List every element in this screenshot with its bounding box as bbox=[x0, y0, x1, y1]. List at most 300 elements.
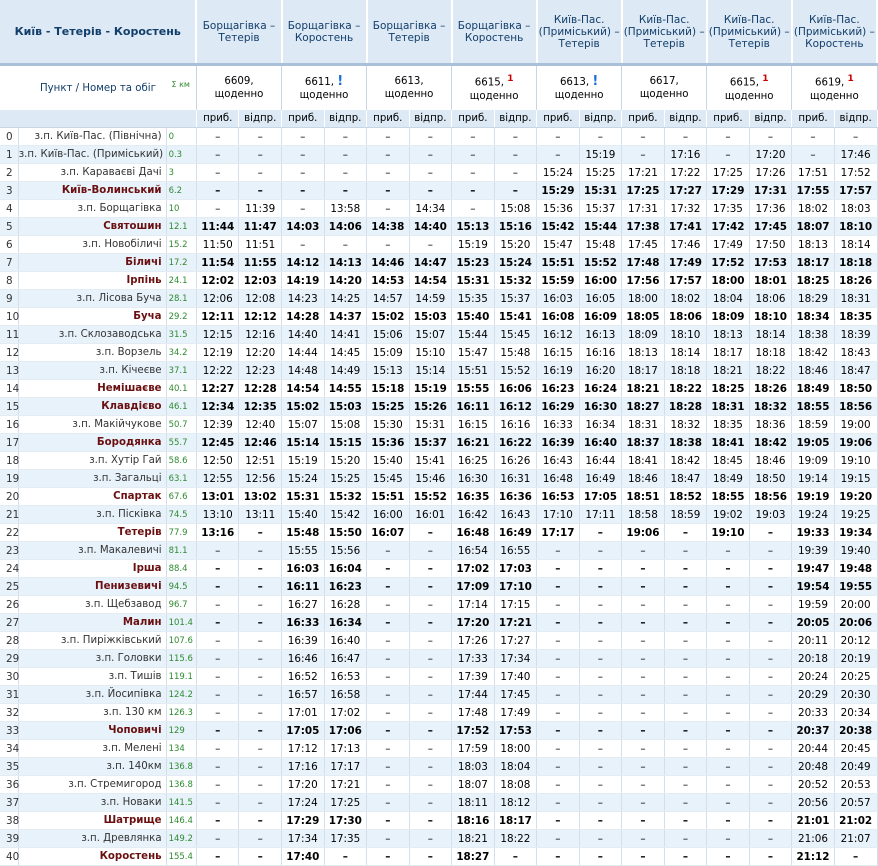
arrival-time: 12:45 bbox=[196, 434, 239, 452]
departure-time: 12:46 bbox=[239, 434, 282, 452]
station-km: 24.1 bbox=[166, 272, 196, 290]
departure-time: 16:22 bbox=[494, 434, 537, 452]
arrival-time: 15:55 bbox=[282, 542, 325, 560]
row-number: 8 bbox=[0, 272, 18, 290]
departure-time: 18:42 bbox=[664, 452, 707, 470]
train-destination-header[interactable]: Борщагівка – Коростень bbox=[282, 0, 367, 65]
arrival-time: 12:55 bbox=[196, 470, 239, 488]
arrival-time: 15:24 bbox=[282, 470, 325, 488]
station-name[interactable]: Пенизевичі bbox=[18, 578, 166, 596]
train-number[interactable]: 6609, bbox=[224, 76, 254, 87]
footnote-mark[interactable]: 1 bbox=[847, 74, 854, 85]
departure-time: 18:56 bbox=[834, 398, 877, 416]
departure-column-header: відпр. bbox=[494, 110, 537, 128]
departure-time: 18:22 bbox=[749, 362, 792, 380]
departure-time: – bbox=[324, 182, 367, 200]
arrival-time: 20:11 bbox=[792, 632, 835, 650]
departure-time: – bbox=[664, 578, 707, 596]
train-days: щоденно bbox=[810, 90, 859, 102]
row-number: 18 bbox=[0, 452, 18, 470]
arrival-time: – bbox=[537, 578, 580, 596]
arrival-time: – bbox=[537, 596, 580, 614]
arrival-time: 19:39 bbox=[792, 542, 835, 560]
row-number: 40 bbox=[0, 848, 18, 866]
station-name[interactable]: Спартак bbox=[18, 488, 166, 506]
train-destination-header[interactable]: Борщагівка – Коростень bbox=[452, 0, 537, 65]
arrival-time: – bbox=[537, 758, 580, 776]
station-name[interactable]: Біличі bbox=[18, 254, 166, 272]
departure-time: – bbox=[664, 848, 707, 866]
departure-time: 18:46 bbox=[749, 452, 792, 470]
arrival-time: – bbox=[452, 182, 495, 200]
departure-time: – bbox=[239, 812, 282, 830]
departure-time: 17:36 bbox=[749, 200, 792, 218]
arrival-time: 18:55 bbox=[707, 488, 750, 506]
departure-time: 12:28 bbox=[239, 380, 282, 398]
arrival-time: 17:33 bbox=[452, 650, 495, 668]
station-name[interactable]: Ірпінь bbox=[18, 272, 166, 290]
arrival-time: – bbox=[707, 632, 750, 650]
arrival-column-header: приб. bbox=[452, 110, 495, 128]
train-days: щоденно bbox=[299, 89, 349, 101]
warning-icon[interactable]: ! bbox=[337, 73, 344, 89]
arrival-time: 18:31 bbox=[707, 398, 750, 416]
departure-time: 12:35 bbox=[239, 398, 282, 416]
arrival-time: 14:46 bbox=[367, 254, 410, 272]
departure-time: – bbox=[749, 704, 792, 722]
arrival-time: 15:51 bbox=[452, 362, 495, 380]
station-name[interactable]: Святошин bbox=[18, 218, 166, 236]
departure-time: – bbox=[409, 830, 452, 848]
departure-time: 15:48 bbox=[579, 236, 622, 254]
station-name[interactable]: з.п. Караваєві Дачі bbox=[18, 164, 166, 182]
train-number-cell[interactable] bbox=[196, 65, 281, 111]
departure-time: 17:17 bbox=[324, 758, 367, 776]
train-destination-header[interactable]: Київ-Пас. (Приміський) – Тетерів bbox=[622, 0, 707, 65]
station-km: 17.2 bbox=[166, 254, 196, 272]
station-name[interactable]: з.п. Стремигород bbox=[18, 776, 166, 794]
arrival-time: 16:46 bbox=[282, 650, 325, 668]
arrival-time: 14:03 bbox=[282, 218, 325, 236]
departure-time: 17:15 bbox=[494, 596, 537, 614]
departure-time: – bbox=[239, 146, 282, 164]
departure-time: – bbox=[239, 164, 282, 182]
departure-time: 19:48 bbox=[834, 560, 877, 578]
station-row bbox=[0, 524, 877, 542]
train-number-cell[interactable] bbox=[537, 65, 622, 111]
train-number[interactable]: 6615, bbox=[729, 77, 760, 89]
arrival-time: – bbox=[537, 794, 580, 812]
train-destination-header[interactable]: Борщагівка – Тетерів bbox=[367, 0, 452, 65]
station-km: 31.5 bbox=[166, 326, 196, 344]
station-name[interactable]: з.п. Новобіличі bbox=[18, 236, 166, 254]
train-number-cell[interactable] bbox=[792, 65, 877, 111]
station-row bbox=[0, 362, 877, 380]
station-row bbox=[0, 596, 877, 614]
arrival-time: – bbox=[622, 830, 665, 848]
departure-time: 19:06 bbox=[834, 434, 877, 452]
row-number: 1 bbox=[0, 146, 18, 164]
departure-time: – bbox=[579, 722, 622, 740]
arrival-time: 18:41 bbox=[622, 452, 665, 470]
row-number: 2 bbox=[0, 164, 18, 182]
departure-time: 13:11 bbox=[239, 506, 282, 524]
arrival-time: 18:49 bbox=[707, 470, 750, 488]
departure-time: 17:22 bbox=[664, 164, 707, 182]
arrival-time: 18:00 bbox=[622, 290, 665, 308]
departure-time: 18:38 bbox=[664, 434, 707, 452]
departure-time: 16:31 bbox=[494, 470, 537, 488]
arrival-time: – bbox=[196, 794, 239, 812]
arrival-time: – bbox=[196, 812, 239, 830]
footnote-mark[interactable]: 1 bbox=[507, 74, 514, 85]
station-name[interactable]: з.п. Йосипівка bbox=[18, 686, 166, 704]
departure-time: 11:55 bbox=[239, 254, 282, 272]
arrival-time: 15:24 bbox=[537, 164, 580, 182]
station-name[interactable]: з.п. Лісова Буча bbox=[18, 290, 166, 308]
departure-time: – bbox=[749, 830, 792, 848]
arrival-time: 15:07 bbox=[282, 416, 325, 434]
station-name[interactable]: з.п. Новаки bbox=[18, 794, 166, 812]
arrival-time: 16:25 bbox=[452, 452, 495, 470]
station-name[interactable]: Шатрище bbox=[18, 812, 166, 830]
departure-time: 17:53 bbox=[749, 254, 792, 272]
row-number: 17 bbox=[0, 434, 18, 452]
departure-column-header: відпр. bbox=[409, 110, 452, 128]
departure-time: 16:12 bbox=[494, 398, 537, 416]
arrival-time: 18:49 bbox=[792, 380, 835, 398]
arrival-time: 11:44 bbox=[196, 218, 239, 236]
departure-time: 20:38 bbox=[834, 722, 877, 740]
departure-time: – bbox=[239, 740, 282, 758]
arrival-time: 16:27 bbox=[282, 596, 325, 614]
departure-time: – bbox=[579, 848, 622, 866]
departure-time: – bbox=[239, 578, 282, 596]
station-name[interactable]: Малин bbox=[18, 614, 166, 632]
train-destination-header[interactable]: Київ-Пас. (Приміський) – Коростень bbox=[792, 0, 877, 65]
train-number[interactable]: 6615, bbox=[474, 77, 504, 89]
arrival-time: – bbox=[367, 614, 410, 632]
station-name[interactable]: з.п. Київ-Пас. (Приміський) bbox=[18, 146, 166, 164]
train-number[interactable]: 6613, bbox=[559, 76, 590, 88]
departure-time: – bbox=[664, 722, 707, 740]
departure-time: 15:32 bbox=[324, 488, 367, 506]
departure-time: – bbox=[409, 614, 452, 632]
arrival-time: – bbox=[537, 722, 580, 740]
arrival-time: 12:39 bbox=[196, 416, 239, 434]
departure-time: – bbox=[239, 614, 282, 632]
station-name[interactable]: з.п. Пісківка bbox=[18, 506, 166, 524]
station-name[interactable]: з.п. Пиріжківський bbox=[18, 632, 166, 650]
arrival-time: – bbox=[622, 722, 665, 740]
station-row bbox=[0, 488, 877, 506]
station-name[interactable]: з.п. Макалевичі bbox=[18, 542, 166, 560]
departure-time: 18:42 bbox=[749, 434, 792, 452]
arrival-time: 18:09 bbox=[622, 326, 665, 344]
arrival-time: 16:54 bbox=[452, 542, 495, 560]
arrival-time: 16:30 bbox=[452, 470, 495, 488]
arrival-time: – bbox=[537, 812, 580, 830]
departure-time: 17:45 bbox=[494, 686, 537, 704]
station-km: 88.4 bbox=[166, 560, 196, 578]
departure-time: – bbox=[579, 524, 622, 542]
train-number-cell[interactable] bbox=[282, 65, 367, 111]
station-name[interactable]: з.п. Макійчукове bbox=[18, 416, 166, 434]
arrival-time: – bbox=[537, 830, 580, 848]
arrival-time: 15:44 bbox=[452, 326, 495, 344]
station-name[interactable]: Буча bbox=[18, 308, 166, 326]
station-name[interactable]: з.п. 140км bbox=[18, 758, 166, 776]
station-km: 37.1 bbox=[166, 362, 196, 380]
train-destination-header[interactable]: Київ-Пас. (Приміський) – Тетерів bbox=[537, 0, 622, 65]
departure-time: – bbox=[409, 686, 452, 704]
station-km: 34.2 bbox=[166, 344, 196, 362]
departure-time: 17:06 bbox=[324, 722, 367, 740]
station-name[interactable]: Ірша bbox=[18, 560, 166, 578]
arrival-time: 15:51 bbox=[367, 488, 410, 506]
departure-time: 18:03 bbox=[834, 200, 877, 218]
departure-time: 15:19 bbox=[409, 380, 452, 398]
departure-time: 15:25 bbox=[579, 164, 622, 182]
station-name[interactable]: з.п. Щебзавод bbox=[18, 596, 166, 614]
row-number: 36 bbox=[0, 776, 18, 794]
arrival-time: 17:42 bbox=[707, 218, 750, 236]
departure-time: 19:03 bbox=[749, 506, 792, 524]
departure-time: – bbox=[324, 236, 367, 254]
arrival-time: – bbox=[367, 758, 410, 776]
departure-time: 19:40 bbox=[834, 542, 877, 560]
row-number: 4 bbox=[0, 200, 18, 218]
departure-column-header: відпр. bbox=[749, 110, 792, 128]
train-number[interactable]: 6613, bbox=[394, 76, 424, 87]
arrival-time: – bbox=[622, 128, 665, 146]
footnote-mark[interactable]: 1 bbox=[762, 74, 769, 85]
arrival-time: – bbox=[367, 578, 410, 596]
arrival-time: – bbox=[537, 650, 580, 668]
train-number-cell[interactable] bbox=[367, 65, 452, 111]
arrival-time: – bbox=[707, 596, 750, 614]
station-name[interactable]: з.п. Склозаводська bbox=[18, 326, 166, 344]
arrival-time: – bbox=[196, 686, 239, 704]
arrival-time: 12:11 bbox=[196, 308, 239, 326]
arrival-time: 15:14 bbox=[282, 434, 325, 452]
row-number: 12 bbox=[0, 344, 18, 362]
train-number-cell[interactable] bbox=[622, 65, 707, 111]
arrival-time: 16:12 bbox=[537, 326, 580, 344]
row-number: 6 bbox=[0, 236, 18, 254]
arrival-time: – bbox=[196, 758, 239, 776]
station-row bbox=[0, 380, 877, 398]
station-name[interactable]: Коростень bbox=[18, 848, 166, 866]
arrival-time: – bbox=[367, 722, 410, 740]
train-destination-header[interactable]: Київ-Пас. (Приміський) – Тетерів bbox=[707, 0, 792, 65]
departure-time: 16:49 bbox=[494, 524, 537, 542]
departure-time: – bbox=[579, 560, 622, 578]
station-name[interactable]: з.п. Тишів bbox=[18, 668, 166, 686]
station-name[interactable]: Київ-Волинський bbox=[18, 182, 166, 200]
station-name[interactable]: з.п. Кічеєве bbox=[18, 362, 166, 380]
arrival-time: 15:40 bbox=[452, 308, 495, 326]
station-name[interactable]: з.п. Загальці bbox=[18, 470, 166, 488]
arrival-time: 19:54 bbox=[792, 578, 835, 596]
station-name[interactable]: з.п. Хутір Гай bbox=[18, 452, 166, 470]
station-name[interactable]: з.п. 130 км bbox=[18, 704, 166, 722]
arrival-time: 17:01 bbox=[282, 704, 325, 722]
departure-time: – bbox=[749, 686, 792, 704]
arrival-time: – bbox=[196, 740, 239, 758]
arrival-time: – bbox=[282, 146, 325, 164]
arrival-time: – bbox=[622, 650, 665, 668]
arrival-time: 18:13 bbox=[707, 326, 750, 344]
departure-time: 17:49 bbox=[494, 704, 537, 722]
station-row bbox=[0, 146, 877, 164]
arrival-time: 21:01 bbox=[792, 812, 835, 830]
departure-column-header: відпр. bbox=[664, 110, 707, 128]
station-row bbox=[0, 830, 877, 848]
station-name[interactable]: Тетерів bbox=[18, 524, 166, 542]
train-number[interactable]: 6619, bbox=[815, 77, 845, 89]
arrival-column-header: приб. bbox=[282, 110, 325, 128]
departure-time: 15:20 bbox=[324, 452, 367, 470]
arrival-column-header: приб. bbox=[792, 110, 835, 128]
station-name[interactable]: Немішаєве bbox=[18, 380, 166, 398]
station-row bbox=[0, 578, 877, 596]
arrival-time: – bbox=[707, 758, 750, 776]
arrival-time: – bbox=[622, 146, 665, 164]
station-name[interactable]: з.п. Ворзель bbox=[18, 344, 166, 362]
departure-time: 14:37 bbox=[324, 308, 367, 326]
arrival-time: 17:49 bbox=[707, 236, 750, 254]
departure-time: – bbox=[579, 578, 622, 596]
arrival-time: 18:04 bbox=[707, 290, 750, 308]
departure-time: 14:34 bbox=[409, 200, 452, 218]
arrival-time: 16:11 bbox=[452, 398, 495, 416]
station-km: 29.2 bbox=[166, 308, 196, 326]
arrival-time: – bbox=[537, 848, 580, 866]
departure-time: – bbox=[409, 776, 452, 794]
departure-time: 20:57 bbox=[834, 794, 877, 812]
station-row bbox=[0, 128, 877, 146]
departure-time: – bbox=[409, 848, 452, 866]
arrival-time: – bbox=[196, 128, 239, 146]
departure-time: – bbox=[239, 128, 282, 146]
departure-time: 17:41 bbox=[664, 218, 707, 236]
station-name[interactable]: з.п. Борщагівка bbox=[18, 200, 166, 218]
station-row bbox=[0, 668, 877, 686]
station-row bbox=[0, 848, 877, 866]
departure-time: 18:32 bbox=[749, 398, 792, 416]
departure-time: 15:20 bbox=[494, 236, 537, 254]
departure-time: 16:16 bbox=[579, 344, 622, 362]
station-row bbox=[0, 470, 877, 488]
departure-time: 15:37 bbox=[409, 434, 452, 452]
arrival-time: 12:27 bbox=[196, 380, 239, 398]
arrival-time: 18:51 bbox=[622, 488, 665, 506]
departure-time: 15:52 bbox=[579, 254, 622, 272]
arrival-time: – bbox=[367, 596, 410, 614]
arrival-time: 16:33 bbox=[537, 416, 580, 434]
train-destination-header[interactable]: Борщагівка – Тетерів bbox=[196, 0, 281, 65]
arrival-time: 18:17 bbox=[792, 254, 835, 272]
departure-time: – bbox=[579, 542, 622, 560]
departure-time: 17:34 bbox=[494, 650, 537, 668]
arrival-time: – bbox=[707, 704, 750, 722]
station-row bbox=[0, 542, 877, 560]
route-title: Київ - Тетерів - Коростень bbox=[0, 0, 196, 65]
arrival-time: – bbox=[367, 650, 410, 668]
station-km: 6.2 bbox=[166, 182, 196, 200]
arrival-time: 20:29 bbox=[792, 686, 835, 704]
station-km: 124.2 bbox=[166, 686, 196, 704]
departure-time: 16:24 bbox=[579, 380, 622, 398]
departure-time: – bbox=[749, 740, 792, 758]
arrival-time: 18:42 bbox=[792, 344, 835, 362]
departure-time: 20:06 bbox=[834, 614, 877, 632]
departure-time: 17:11 bbox=[579, 506, 622, 524]
arrival-column-header: приб. bbox=[622, 110, 665, 128]
station-row bbox=[0, 200, 877, 218]
departure-time: 15:37 bbox=[579, 200, 622, 218]
station-name[interactable]: з.п. Мелені bbox=[18, 740, 166, 758]
station-km: 58.6 bbox=[166, 452, 196, 470]
station-name[interactable]: Бородянка bbox=[18, 434, 166, 452]
departure-time: 15:31 bbox=[579, 182, 622, 200]
row-number: 23 bbox=[0, 542, 18, 560]
arrival-time: 17:38 bbox=[622, 218, 665, 236]
warning-icon[interactable]: ! bbox=[592, 73, 599, 89]
station-name[interactable]: з.п. Головки bbox=[18, 650, 166, 668]
arrival-time: 16:48 bbox=[537, 470, 580, 488]
station-name[interactable]: з.п. Древлянка bbox=[18, 830, 166, 848]
train-number[interactable]: 6617, bbox=[649, 76, 679, 87]
departure-time: 16:58 bbox=[324, 686, 367, 704]
arrival-column-header: приб. bbox=[707, 110, 750, 128]
arrival-time: 19:05 bbox=[792, 434, 835, 452]
station-row bbox=[0, 650, 877, 668]
arrival-time: 17:02 bbox=[452, 560, 495, 578]
departure-time: 16:26 bbox=[494, 452, 537, 470]
arrival-time: 20:18 bbox=[792, 650, 835, 668]
station-km: 146.4 bbox=[166, 812, 196, 830]
departure-time: – bbox=[409, 812, 452, 830]
train-number-cell[interactable] bbox=[707, 65, 792, 111]
departure-time: 16:01 bbox=[409, 506, 452, 524]
departure-time: 15:46 bbox=[409, 470, 452, 488]
station-km: 94.5 bbox=[166, 578, 196, 596]
station-row bbox=[0, 704, 877, 722]
station-name[interactable]: Чоповичі bbox=[18, 722, 166, 740]
departure-time: – bbox=[324, 164, 367, 182]
row-number: 38 bbox=[0, 812, 18, 830]
station-name[interactable]: з.п. Київ-Пас. (Північна) bbox=[18, 128, 166, 146]
train-number-cell[interactable] bbox=[452, 65, 537, 111]
station-name[interactable]: Клавдієво bbox=[18, 398, 166, 416]
arrival-time: 18:46 bbox=[622, 470, 665, 488]
departure-time: 18:14 bbox=[834, 236, 877, 254]
departure-time: 18:14 bbox=[664, 344, 707, 362]
arrival-time: 17:52 bbox=[707, 254, 750, 272]
arrival-time: 12:06 bbox=[196, 290, 239, 308]
station-row bbox=[0, 434, 877, 452]
arrival-time: – bbox=[282, 200, 325, 218]
departure-time: – bbox=[749, 776, 792, 794]
departure-time: 11:51 bbox=[239, 236, 282, 254]
station-row bbox=[0, 254, 877, 272]
train-number[interactable]: 6611, bbox=[304, 76, 335, 88]
departure-time: – bbox=[409, 740, 452, 758]
departure-time: – bbox=[239, 524, 282, 542]
departure-time: 21:07 bbox=[834, 830, 877, 848]
